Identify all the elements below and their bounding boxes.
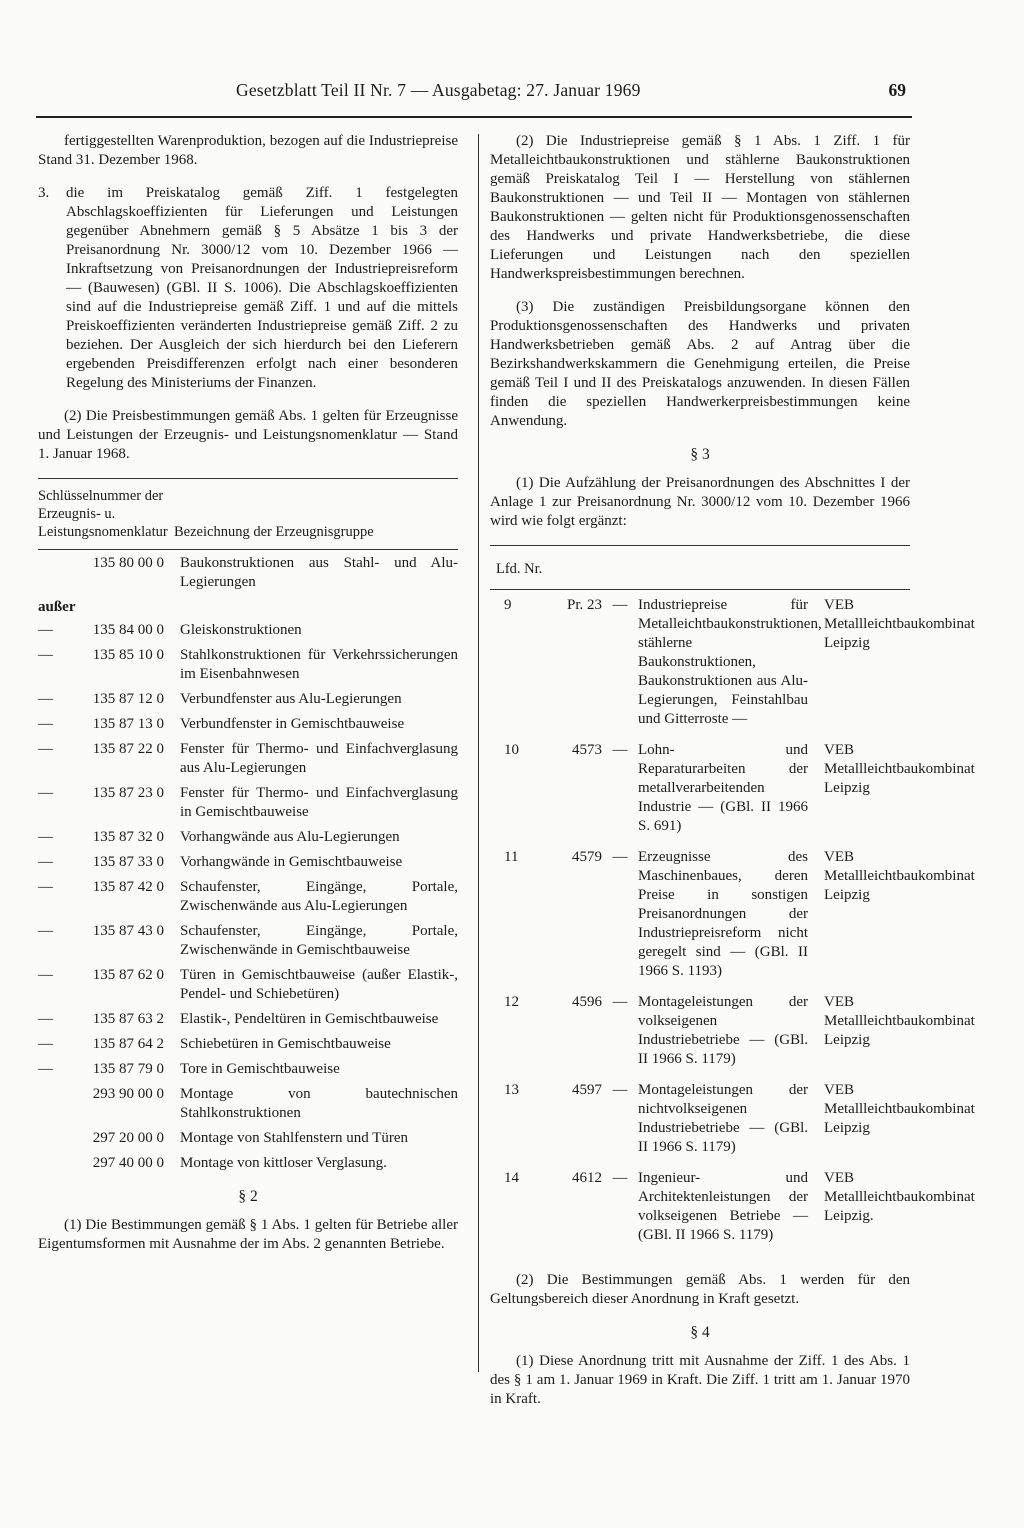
row-description: Montage von kittloser Verglasung. bbox=[180, 1155, 387, 1171]
table-row bbox=[38, 853, 458, 872]
row-code: 135 84 00 0 bbox=[92, 622, 164, 638]
table-row bbox=[38, 554, 458, 592]
list-header-rule bbox=[490, 589, 910, 590]
row-description: Elastik-, Pendeltüren in Gemischtbauweise bbox=[180, 1011, 439, 1027]
list-number: 13 bbox=[504, 1082, 519, 1098]
table-row bbox=[38, 715, 458, 734]
ordinance-number: 4597 bbox=[572, 1082, 602, 1098]
row-dash: — bbox=[38, 854, 53, 870]
table-row bbox=[38, 1010, 458, 1029]
row-code: 135 85 10 0 bbox=[92, 647, 164, 663]
row-dash: — bbox=[38, 622, 53, 638]
row-description: Verbundfenster aus Alu-Legierungen bbox=[180, 691, 402, 707]
list-header: Lfd. Nr. bbox=[496, 561, 543, 577]
list-description: Erzeugnisse des Maschinenbaues, deren Preise in sonstigen Preisanordnungen der Industriepreisreform nicht geregelt sind — (GBl. II 1966 S. 1193) bbox=[638, 849, 808, 979]
row-code: 135 87 43 0 bbox=[92, 923, 164, 939]
row-dash: — bbox=[38, 1061, 53, 1077]
list-dash: — bbox=[612, 1170, 628, 1186]
row-description: Baukonstruktionen aus Stahl- und Alu-Legierungen bbox=[180, 555, 458, 590]
list-item bbox=[490, 741, 975, 836]
table-row bbox=[38, 1129, 458, 1148]
row-dash: — bbox=[38, 1036, 53, 1052]
list-number: 9 bbox=[504, 597, 512, 613]
list-item bbox=[490, 1169, 975, 1245]
section-3-title: § 3 bbox=[690, 446, 710, 463]
header-rule bbox=[36, 116, 912, 118]
row-description: Fenster für Thermo- und Einfachverglasung in Gemischtbauweise bbox=[180, 785, 458, 820]
list-item bbox=[490, 596, 975, 729]
list-dash: — bbox=[612, 994, 628, 1010]
row-code: 293 90 00 0 bbox=[92, 1086, 164, 1102]
row-description: Gleiskonstruktionen bbox=[180, 622, 302, 638]
right-column bbox=[490, 132, 975, 1409]
list-description: Montageleistungen der volkseigenen Industriebetriebe — (GBl. II 1966 S. 1179) bbox=[638, 994, 808, 1067]
table-row bbox=[38, 1085, 458, 1123]
ausser-label: außer bbox=[38, 599, 76, 615]
table-row bbox=[38, 1060, 458, 1079]
row-dash: — bbox=[38, 647, 53, 663]
row-dash: — bbox=[38, 785, 53, 801]
row-dash: — bbox=[38, 691, 53, 707]
paragraph-right-2: (2) Die Industriepreise gemäß § 1 Abs. 1 Ziff. 1 für Metalleichtbaukonstruktionen und stählerne Baukonstruktionen gemäß Preiskatalog Teil I — Herstellung von stählernen Baukonstruktionen — und Teil II — Montagen von stählernen Baukonstruktionen — gelten nicht für Produktionsgenossenschaften des Handwerks und private Handwerksbetriebe, die diese Lieferungen und Leistungen nach den speziellen Handwerkspreisbestimmungen berechnen. bbox=[490, 133, 910, 282]
list-number: 12 bbox=[504, 994, 519, 1010]
list-organization: VEB Metallleichtbaukombinat Leipzig bbox=[824, 1082, 975, 1136]
list-organization: VEB Metallleichtbaukombinat Leipzig bbox=[824, 994, 975, 1048]
header-title: Gesetzblatt Teil II Nr. 7 — Ausgabetag: 27. Januar 1969 bbox=[236, 80, 641, 100]
section-3-paragraph-1: (1) Die Aufzählung der Preisanordnungen des Abschnittes I der Anlage 1 zur Preisanordnung Nr. 3000/12 vom 10. Dezember 1966 wird wie folgt ergänzt: bbox=[490, 475, 910, 529]
table-row bbox=[38, 1154, 458, 1173]
item-3-text: die im Preiskatalog gemäß Ziff. 1 festgelegten Abschlagskoeffizienten für Lieferungen und Leistungen gegenüber Abnehmern gemäß § 5 Absätze 1 bis 3 der Preisanordnung Nr. 3000/12 vom 10. Dezember 1966 — Inkraftsetzung von Preisanordnungen der Industriepreisreform — (Bauwesen) (GBl. II S. 1006). Die Abschlagskoeffizienten sind auf die Industriepreise gemäß Ziff. 1 und auf die mittels Preiskoeffizienten veränderten Industriepreise gemäß Ziff. 2 zu beziehen. Der Ausgleich der sich hierdurch bei den Lieferern ergebenden Preisdifferenzen erfolgt nach einer besonderen Regelung des Ministeriums der Finanzen. bbox=[66, 185, 458, 391]
list-dash: — bbox=[612, 597, 628, 613]
row-code: 135 87 64 2 bbox=[92, 1036, 164, 1052]
list-organization: VEB Metallleichtbaukombinat Leipzig bbox=[824, 742, 975, 796]
list-dash: — bbox=[612, 742, 628, 758]
row-description: Schiebetüren in Gemischtbauweise bbox=[180, 1036, 391, 1052]
table-row bbox=[38, 646, 458, 684]
row-dash: — bbox=[38, 741, 53, 757]
row-code: 135 87 23 0 bbox=[92, 785, 164, 801]
page-header bbox=[36, 80, 912, 120]
table-top-rule bbox=[38, 478, 458, 479]
row-code: 135 87 22 0 bbox=[92, 741, 164, 757]
row-description: Schaufenster, Eingänge, Portale, Zwischenwände in Gemischtbauweise bbox=[180, 923, 458, 958]
row-dash: — bbox=[38, 923, 53, 939]
list-number: 11 bbox=[504, 849, 519, 865]
list-description: Ingenieur- und Architektenleistungen der volkseigenen Betriebe — (GBl. II 1966 S. 1179) bbox=[638, 1170, 808, 1243]
table-header-key: Schlüsselnummer der Erzeugnis- u. Leistungsnomenklatur bbox=[38, 488, 168, 540]
row-code: 135 87 13 0 bbox=[92, 716, 164, 732]
row-dash bbox=[38, 1154, 60, 1173]
table-row bbox=[38, 1035, 458, 1054]
section-4-paragraph-1: (1) Diese Anordnung tritt mit Ausnahme der Ziff. 1 des Abs. 1 des § 1 am 1. Januar 1969 in Kraft. Die Ziff. 1 tritt am 1. Januar 1970 in Kraft. bbox=[490, 1353, 910, 1407]
row-code: 135 87 63 2 bbox=[92, 1011, 164, 1027]
table-body-b bbox=[38, 621, 458, 1173]
item-3-number: 3. bbox=[38, 185, 50, 201]
row-code: 135 87 62 0 bbox=[92, 967, 164, 983]
row-dash: — bbox=[38, 829, 53, 845]
row-dash bbox=[38, 554, 60, 592]
list-number: 14 bbox=[504, 1170, 519, 1186]
list-dash: — bbox=[612, 849, 628, 865]
paragraph-2: (2) Die Preisbestimmungen gemäß Abs. 1 gelten für Erzeugnisse und Leistungen der Erzeugnis- und Leistungsnomenklatur — Stand 1. Januar 1968. bbox=[38, 408, 458, 462]
table-body-a bbox=[38, 554, 458, 592]
row-description: Montage von Stahlfenstern und Türen bbox=[180, 1130, 409, 1146]
ordinance-list bbox=[490, 596, 975, 1245]
list-organization: VEB Metallleichtbaukombinat Leipzig. bbox=[824, 1170, 975, 1224]
row-dash: — bbox=[38, 879, 53, 895]
table-header bbox=[38, 483, 458, 545]
table-header-rule bbox=[38, 549, 458, 550]
section-2-paragraph-1: (1) Die Bestimmungen gemäß § 1 Abs. 1 gelten für Betriebe aller Eigentumsformen mit Ausnahme der im Abs. 2 genannten Betriebe. bbox=[38, 1217, 458, 1252]
row-code: 297 20 00 0 bbox=[92, 1130, 164, 1146]
row-dash bbox=[38, 1129, 60, 1148]
row-description: Schaufenster, Eingänge, Portale, Zwischenwände aus Alu-Legierungen bbox=[180, 879, 458, 914]
row-code: 135 87 33 0 bbox=[92, 854, 164, 870]
row-description: Vorhangwände aus Alu-Legierungen bbox=[180, 829, 400, 845]
section-4-title: § 4 bbox=[690, 1324, 710, 1341]
list-top-rule bbox=[490, 545, 910, 546]
row-code: 135 87 79 0 bbox=[92, 1061, 164, 1077]
row-description: Stahlkonstruktionen für Verkehrssicherungen im Eisenbahnwesen bbox=[180, 647, 458, 682]
row-description: Verbundfenster in Gemischtbauweise bbox=[180, 716, 405, 732]
ordinance-number: 4612 bbox=[572, 1170, 602, 1186]
table-row bbox=[38, 828, 458, 847]
row-dash bbox=[38, 1085, 60, 1123]
list-number: 10 bbox=[504, 742, 519, 758]
row-code: 135 87 42 0 bbox=[92, 879, 164, 895]
list-description: Montageleistungen der nichtvolkseigenen Industriebetriebe — (GBl. II 1966 S. 1179) bbox=[638, 1082, 808, 1155]
row-description: Vorhangwände in Gemischtbauweise bbox=[180, 854, 403, 870]
table-row bbox=[38, 922, 458, 960]
row-code: 135 80 00 0 bbox=[92, 555, 164, 571]
list-item bbox=[490, 993, 975, 1069]
table-row bbox=[38, 621, 458, 640]
page-number: 69 bbox=[888, 80, 906, 100]
row-description: Tore in Gemischtbauweise bbox=[180, 1061, 340, 1077]
table-row bbox=[38, 740, 458, 778]
row-code: 135 87 32 0 bbox=[92, 829, 164, 845]
row-description: Montage von bautechnischen Stahlkonstruktionen bbox=[180, 1086, 458, 1121]
list-description: Industriepreise für Metalleichtbaukonstruktionen, stählerne Baukonstruktionen, Baukonstruktionen aus Alu-Legierungen, Feinstahlbau und Gitterroste — bbox=[638, 597, 822, 727]
left-column bbox=[38, 132, 458, 1254]
ordinance-number: Pr. 23 bbox=[566, 597, 602, 613]
list-description: Lohn- und Reparaturarbeiten der metallverarbeitenden Industrie — (GBl. II 1966 S. 691) bbox=[638, 742, 808, 834]
row-dash: — bbox=[38, 716, 53, 732]
table-header-desc: Bezeichnung der Erzeugnisgruppe bbox=[174, 524, 374, 540]
row-dash: — bbox=[38, 1011, 53, 1027]
row-description: Fenster für Thermo- und Einfachverglasung aus Alu-Legierungen bbox=[180, 741, 458, 776]
row-code: 297 40 00 0 bbox=[92, 1155, 164, 1171]
table-row bbox=[38, 878, 458, 916]
continued-paragraph: fertiggestellten Warenproduktion, bezogen auf die Industriepreise Stand 31. Dezember 1968. bbox=[38, 133, 458, 168]
row-dash: — bbox=[38, 967, 53, 983]
section-3-paragraph-2: (2) Die Bestimmungen gemäß Abs. 1 werden für den Geltungsbereich dieser Anordnung in Kraft gesetzt. bbox=[490, 1272, 910, 1307]
ordinance-number: 4596 bbox=[572, 994, 602, 1010]
ordinance-number: 4579 bbox=[572, 849, 602, 865]
row-description: Türen in Gemischtbauweise (außer Elastik-, Pendel- und Schiebetüren) bbox=[180, 967, 458, 1002]
row-code: 135 87 12 0 bbox=[92, 691, 164, 707]
list-dash: — bbox=[612, 1082, 628, 1098]
list-item bbox=[490, 1081, 975, 1157]
list-organization: VEB Metallleichtbaukombinat Leipzig bbox=[824, 597, 975, 651]
column-divider bbox=[478, 134, 479, 1372]
table-row bbox=[38, 966, 458, 1004]
list-organization: VEB Metallleichtbaukombinat Leipzig bbox=[824, 849, 975, 903]
item-3 bbox=[38, 184, 458, 393]
list-item bbox=[490, 848, 975, 981]
paragraph-right-3: (3) Die zuständigen Preisbildungsorgane können den Produktionsgenossenschaften des Handwerks und privaten Handwerksbetrieben gemäß Abs. 2 auf Antrag über die Bezirkshandwerkskammern die Genehmigung erteilen, die Preise gemäß Teil I und II des Preiskatalogs anzuwenden. In diesen Fällen finden die speziellen Handwerkerpreisbestimmungen keine Anwendung. bbox=[490, 299, 910, 429]
table-row bbox=[38, 690, 458, 709]
table-row bbox=[38, 784, 458, 822]
ordinance-number: 4573 bbox=[572, 742, 602, 758]
section-2-title: § 2 bbox=[238, 1188, 258, 1205]
